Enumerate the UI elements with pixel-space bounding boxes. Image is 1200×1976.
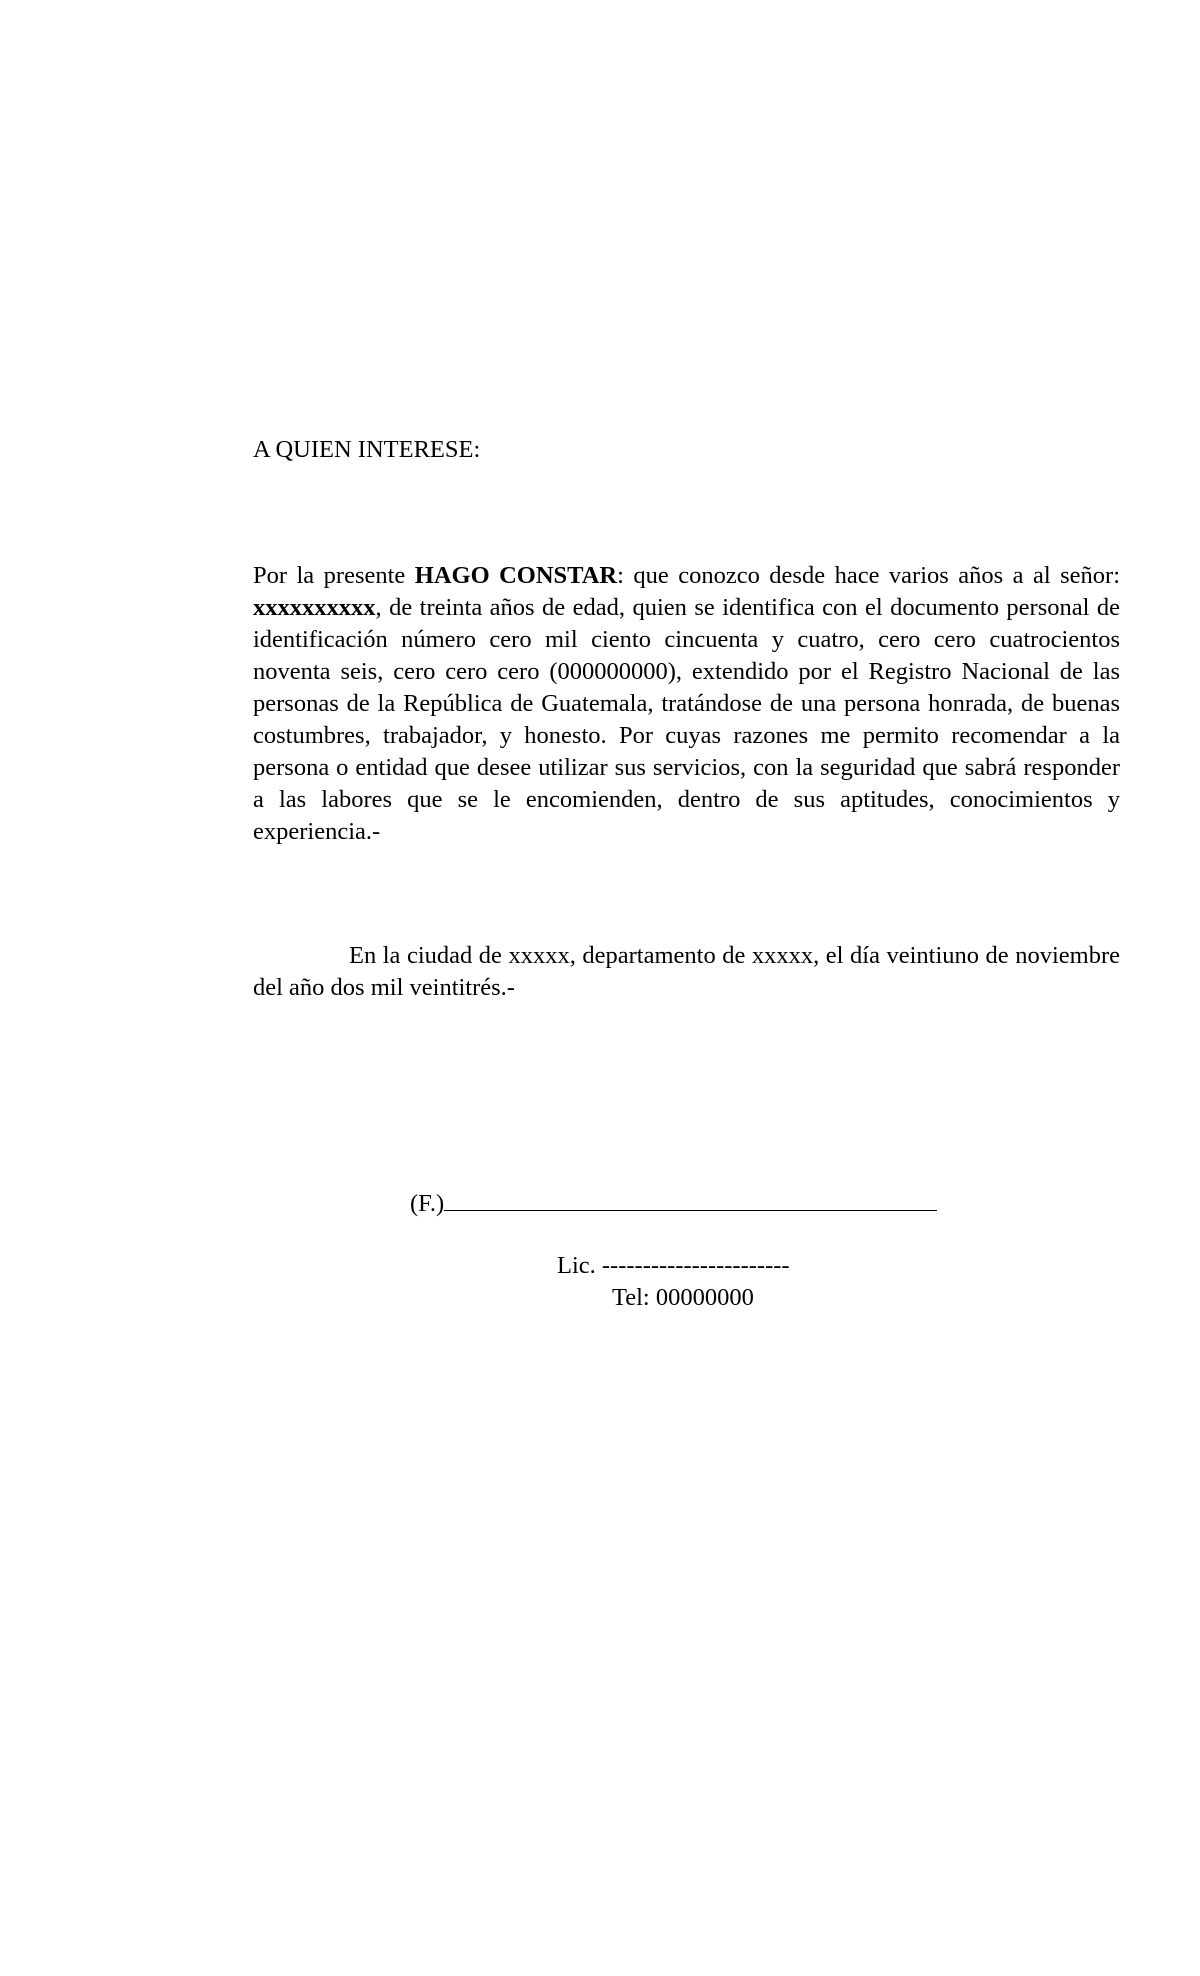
body-intro: Por la presente bbox=[253, 562, 415, 589]
hago-constar: HAGO CONSTAR bbox=[414, 562, 618, 589]
signer-phone: Tel: 00000000 bbox=[612, 1284, 754, 1311]
signature-line bbox=[410, 1186, 937, 1220]
name-placeholder: xxxxxxxxxx bbox=[253, 594, 376, 621]
salutation: A QUIEN INTERESE: bbox=[253, 436, 481, 463]
signer-name: Lic. ----------------------- bbox=[557, 1252, 790, 1279]
body-paragraph bbox=[253, 560, 1120, 848]
signature-rule bbox=[444, 1186, 937, 1211]
signature-label: (F.) bbox=[410, 1190, 445, 1217]
closing-paragraph: En la ciudad de xxxxx, departamento de xxxxx, el día veintiuno de noviembre del año dos mil veintitrés.- bbox=[253, 942, 1120, 1001]
body-after-constar: : que conozco desde hace varios años a al señor: bbox=[617, 562, 1121, 589]
body-rest: , de treinta años de edad, quien se identifica con el documento personal de identificación número cero mil ciento cincuenta y cuatro, cero cero cuatrocientos noventa seis, cero cero cero (000000000), extendido por el Registro Nacional de las personas de la República de Guatemala, tratándose de una persona honrada, de buenas costumbres, trabajador, y honesto. Por cuyas razones me permito recomendar a la persona o entidad que desee utilizar sus servicios, con la seguridad que sabrá responder a las labores que se le encomienden, dentro de sus aptitudes, conocimientos y experiencia.- bbox=[253, 594, 1120, 845]
